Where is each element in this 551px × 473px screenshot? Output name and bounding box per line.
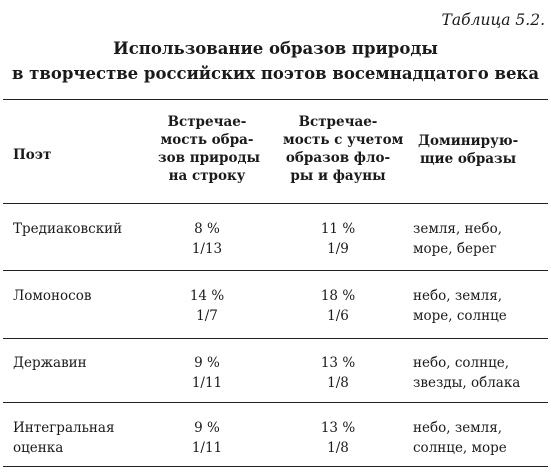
cell-dominant-images <box>413 353 520 393</box>
header-frequency-flora-fauna <box>283 113 404 185</box>
cell-poet-line: оценка <box>13 440 64 456</box>
row-rule <box>3 402 548 403</box>
header-dominant-images <box>418 132 518 168</box>
cell-ratio: 1/11 <box>191 375 223 391</box>
cell-percent: 13 % <box>320 355 356 371</box>
cell-dominant-line: небо, солнце, <box>413 355 510 371</box>
cell-percent: 8 % <box>194 221 220 237</box>
cell-ratio: 1/6 <box>327 308 349 324</box>
cell-ratio: 1/7 <box>196 308 218 324</box>
header-flora-line: мость с учетом <box>283 132 404 148</box>
cell-percent: 9 % <box>194 355 220 371</box>
cell-frequency-flora-fauna <box>283 353 393 393</box>
row-rule <box>3 338 548 339</box>
table-caption: Таблица 5.2. <box>441 11 545 29</box>
cell-frequency <box>158 418 256 458</box>
table-top-rule <box>3 99 548 100</box>
cell-percent: 14 % <box>189 288 225 304</box>
cell-dominant-images <box>413 418 507 458</box>
cell-percent: 18 % <box>320 288 356 304</box>
cell-ratio: 1/13 <box>191 241 223 257</box>
cell-frequency-flora-fauna <box>283 286 393 326</box>
cell-dominant-line: небо, земля, <box>413 420 503 436</box>
header-frequency <box>158 113 261 185</box>
cell-dominant-line: море, берег <box>413 241 497 257</box>
cell-dominant-images <box>413 286 507 326</box>
header-frequency-line: на строку <box>168 168 246 184</box>
cell-dominant-line: небо, земля, <box>413 288 503 304</box>
header-flora-line: ры и фауны <box>290 168 386 184</box>
cell-poet: Ломоносов <box>13 288 92 304</box>
cell-dominant-images <box>413 219 502 259</box>
cell-poet: Державин <box>13 355 87 371</box>
header-dominant-line: Доминирую- <box>418 133 519 149</box>
header-frequency-line: Встречае- <box>167 114 247 130</box>
cell-ratio: 1/9 <box>327 241 349 257</box>
cell-percent: 11 % <box>320 221 356 237</box>
header-frequency-line: зов природы <box>158 150 261 166</box>
cell-dominant-line: звезды, облака <box>413 375 521 391</box>
header-dominant-line: щие образы <box>419 151 517 167</box>
cell-poet <box>13 418 114 458</box>
header-rule <box>3 203 548 204</box>
cell-frequency <box>158 286 256 326</box>
cell-frequency <box>158 353 256 393</box>
cell-ratio: 1/11 <box>191 440 223 456</box>
cell-frequency <box>158 219 256 259</box>
cell-percent: 13 % <box>320 420 356 436</box>
header-poet: Поэт <box>13 147 52 163</box>
cell-poet-line: Интегральная <box>13 420 115 436</box>
header-flora-line: Встречае- <box>298 114 378 130</box>
row-rule <box>3 270 548 271</box>
cell-frequency-flora-fauna <box>283 418 393 458</box>
cell-poet: Тредиаковский <box>13 221 123 237</box>
cell-ratio: 1/8 <box>327 440 349 456</box>
cell-dominant-line: солнце, море <box>413 440 507 456</box>
cell-dominant-line: море, солнце <box>413 308 507 324</box>
cell-percent: 9 % <box>194 420 220 436</box>
cell-ratio: 1/8 <box>327 375 349 391</box>
table-title-line-2: в творчестве российских поэтов восемнадцатого века <box>11 64 540 83</box>
table-bottom-rule <box>3 466 548 467</box>
table-title <box>0 36 551 86</box>
table-title-line-1: Использование образов природы <box>113 39 438 58</box>
cell-dominant-line: земля, небо, <box>413 221 503 237</box>
header-flora-line: образов фло- <box>285 150 391 166</box>
header-frequency-line: мость обра- <box>160 132 254 148</box>
cell-frequency-flora-fauna <box>283 219 393 259</box>
